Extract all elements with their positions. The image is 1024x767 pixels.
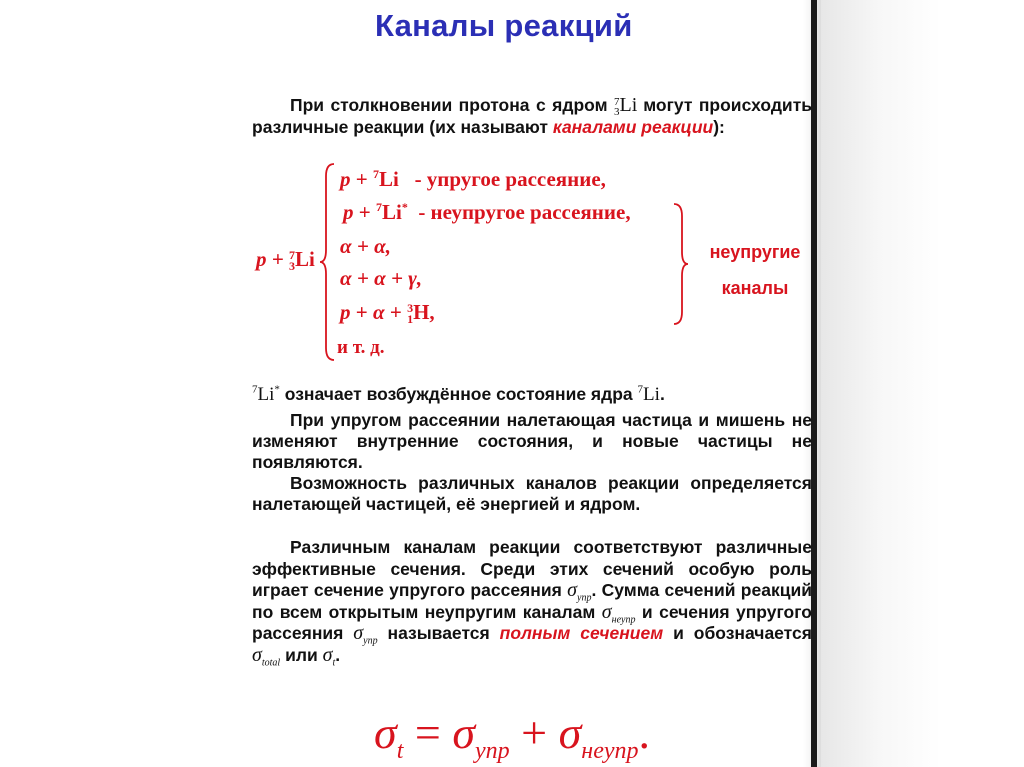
elastic-paragraph: При упругом рассеянии налетающая частица и мишень не изменяют внутренние состояния, и новые частицы не появляются. bbox=[252, 410, 812, 472]
right-brace bbox=[672, 202, 690, 326]
reaction-lhs: p + 7 3Li bbox=[256, 247, 315, 274]
cross-section-paragraph: Различным каналам реакции соответствуют различные эффективные сечения. Среди этих сечений особую роль играет сечение упругого рассеяния $\sigma_{упр}$. Сумма сечений реакций по всем открытым неупругим каналам $\sigma_{неупр}$ и сечения упругого рассеяния $\sigma_{упр}$ называется полным сечением и обозначается $\sigma_{total}$ или $\sigma_t$. bbox=[252, 537, 812, 668]
total-cross-section-term: полным сечением bbox=[499, 623, 664, 643]
inelastic-channels-label: неупругие каналы bbox=[709, 242, 801, 298]
reaction-channels-term: каналами реакции bbox=[552, 116, 714, 137]
total-cross-section-formula: $\sigma_t = \sigma_{упр} + \sigma_{неупр}$. bbox=[374, 707, 651, 765]
possibility-paragraph: Возможность различных каналов реакции определяется налетающей частицей, её энергией и ядром. bbox=[252, 473, 812, 514]
left-brace bbox=[318, 162, 338, 362]
reaction-6: и т. д. bbox=[337, 337, 385, 358]
reaction-2: p + $^7$Li* - неупругое рассеяние, bbox=[343, 200, 631, 224]
reaction-1: p + $^7$Li - упругое рассеяние, bbox=[340, 167, 606, 191]
intro-paragraph: При столкновении протона с ядром 7 3Li могут происходить различные реакции (их называют каналами реакции): bbox=[252, 94, 813, 137]
reaction-3: α + α, bbox=[340, 234, 391, 258]
nucleus-li7: 7 3Li bbox=[613, 94, 638, 118]
reaction-4: α + α + γ, bbox=[340, 266, 423, 290]
reaction-5: p + α + 3 1H, bbox=[340, 300, 435, 327]
page-shadow bbox=[817, 0, 1024, 767]
slide-title: Каналы реакций bbox=[375, 8, 633, 43]
excited-state-note: $^7$Li* означает возбуждённое состояние ядра $^7$Li. bbox=[252, 383, 665, 405]
